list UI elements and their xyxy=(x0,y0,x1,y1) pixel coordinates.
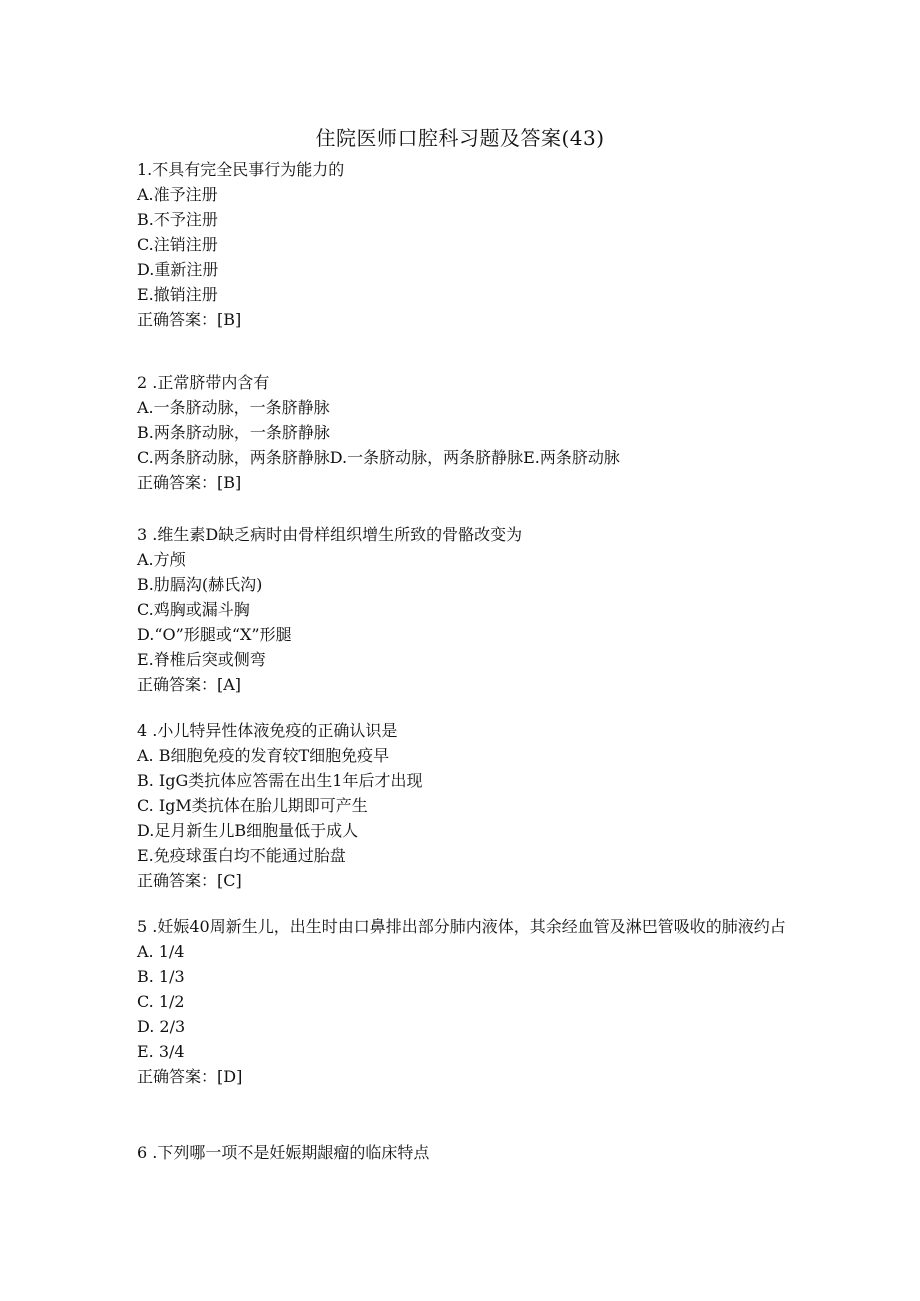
option-b: B. IgG类抗体应答需在出生1年后才出现 xyxy=(137,771,423,790)
option-a: A.方颅 xyxy=(137,550,186,569)
question-stem: 1.不具有完全民事行为能力的 xyxy=(137,160,345,179)
document-title: 住院医师口腔科习题及答案(43) xyxy=(315,126,605,150)
option-d: D.足月新生儿B细胞量低于成人 xyxy=(137,821,359,840)
option-b: B.两条脐动脉，一条脐静脉 xyxy=(137,423,330,442)
question-5 xyxy=(137,914,797,1089)
question-2 xyxy=(137,370,797,495)
option-c: C.鸡胸或漏斗胸 xyxy=(137,600,250,619)
option-c: C. IgM类抗体在胎儿期即可产生 xyxy=(137,796,368,815)
option-d: D.“O”形腿或“X”形腿 xyxy=(137,625,292,644)
option-a: A.一条脐动脉，一条脐静脉 xyxy=(137,398,330,417)
option-b: B. 1/3 xyxy=(137,967,185,986)
option-d: D. 2/3 xyxy=(137,1017,186,1036)
option-c: C. 1/2 xyxy=(137,992,185,1011)
option-e: E.脊椎后突或侧弯 xyxy=(137,650,266,669)
option-e: E.撤销注册 xyxy=(137,285,218,304)
option-a: A. 1/4 xyxy=(137,942,185,961)
correct-answer: 正确答案：[B] xyxy=(137,473,242,492)
question-4 xyxy=(137,718,797,893)
option-e: E. 3/4 xyxy=(137,1042,185,1061)
option-e: E.免疫球蛋白均不能通过胎盘 xyxy=(137,846,346,865)
question-6 xyxy=(137,1140,797,1165)
correct-answer: 正确答案：[B] xyxy=(137,310,242,329)
correct-answer: 正确答案：[D] xyxy=(137,1067,243,1086)
question-stem: 4 .小儿特异性体液免疫的正确认识是 xyxy=(137,721,398,740)
option-d: D.重新注册 xyxy=(137,260,219,279)
option-b: B.不予注册 xyxy=(137,210,218,229)
correct-answer: 正确答案：[C] xyxy=(137,871,242,890)
option-a: A.准予注册 xyxy=(137,185,218,204)
option-a: A. B细胞免疫的发育较T细胞免疫早 xyxy=(137,746,390,765)
question-stem: 5 .妊娠40周新生儿，出生时由口鼻排出部分肺内液体，其余经血管及淋巴管吸收的肺液约占 xyxy=(137,917,786,936)
question-stem: 6 .下列哪一项不是妊娠期龈瘤的临床特点 xyxy=(137,1143,430,1162)
correct-answer: 正确答案：[A] xyxy=(137,675,242,694)
question-1 xyxy=(137,157,797,332)
option-b: B.肋膈沟(赫氏沟) xyxy=(137,575,263,594)
option-c: C.两条脐动脉，两条脐静脉D.一条脐动脉，两条脐静脉E.两条脐动脉 xyxy=(137,448,620,467)
question-stem: 3 .维生素D缺乏病时由骨样组织增生所致的骨骼改变为 xyxy=(137,525,523,544)
option-c: C.注销注册 xyxy=(137,235,218,254)
question-stem: 2 .正常脐带内含有 xyxy=(137,373,270,392)
question-3 xyxy=(137,522,797,697)
